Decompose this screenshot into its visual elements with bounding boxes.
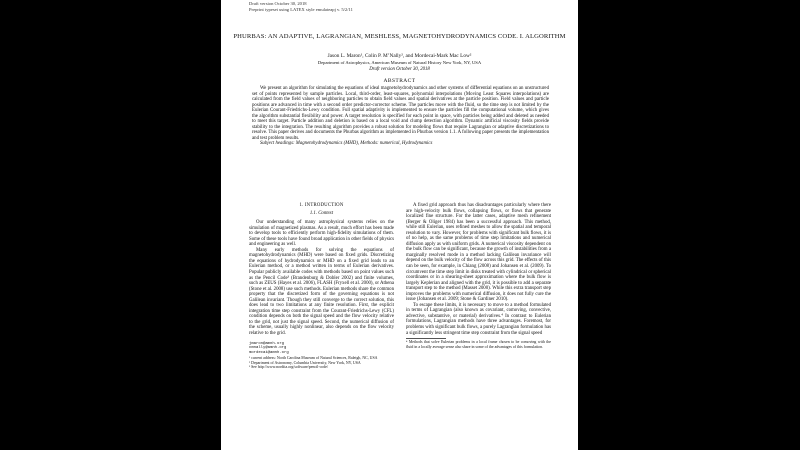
draft-date: Draft version October 30, 2018 bbox=[369, 67, 430, 72]
section-heading: 1. INTRODUCTION bbox=[299, 203, 344, 208]
paper-page bbox=[221, 0, 578, 450]
affiliation: Department of Astrophysics, American Museum of Natural History New York, NY, USA bbox=[317, 60, 482, 65]
right-column bbox=[406, 203, 551, 350]
paper-title: PHURBAS: AN ADAPTIVE, LAGRANGIAN, MESHLESS, MAGNETOHYDRODYNAMICS CODE. I. ALGORITHM bbox=[233, 33, 566, 40]
intro-paragraph-2: Many early methods for solving the equations of magnetohydrodynamics (MHD) were based on fixed grids. Discretizing the equations of hydrodynamics or MHD on a fixed grid leads to an Eulerian method, or a method written in terms of Eulerian derivatives. Popular publicly available codes with methods based on point values such as the Pencil Code³ (Brandenburg & Dobler 2002) and finite volumes, such as ZEUS (Hayes et al. 2006), FLASH (Fryxell et al. 2000), or Athena (Stone et al. 2008) use such methods. Eulerian methods share the common property that the discretized form of the governing equations is not Galilean invariant. Though they still converge to the correct solution, this does lead to two limitations at any finite resolution. First, the explicit integration time step constraint from the Courant-Friedrichs-Lewy (CFL) condition depends on both the signal speed and the flow velocity relative to the grid, not just the signal speed. Second, the numerical diffusion of the scheme, usually highly nonlinear, also depends on the flow velocity relative to the grid. bbox=[249, 247, 394, 337]
intro-paragraph-1: Our understanding of many astrophysical systems relies on the simulation of magnetized plasmas. As a result, much effort has been made to develop tools to efficiently perform high-fidelity simulations of them. Some of these tools have found broad application in other fields of physics and engineering as well. bbox=[249, 220, 395, 248]
body-paragraph-2: To escape these limits, it is necessary to move to a method formulated in terms of Lagrangian (also known as covariant, comoving, convective, advective, substantive, or material) derivatives.⁴ In contrast to Eulerian formulations, Lagrangian methods have three advantages. Foremost, for problems with significant bulk flows, a purely Lagrangian formulation has a significantly less stringent time step constraint from the signal speed bbox=[406, 302, 551, 336]
draft-version-header: Draft version October 30, 2018 bbox=[249, 1, 307, 6]
left-column bbox=[249, 203, 394, 370]
subsection-heading: 1.1. Context bbox=[309, 210, 334, 216]
abstract-heading: ABSTRACT bbox=[383, 78, 416, 84]
footnote-3: ³ See http://www.nordita.org/software/pencil-code/ bbox=[249, 365, 329, 370]
footnote-2: ² Department of Astronomy, Columbia University, New York, NY, USA bbox=[249, 360, 361, 365]
author-list: Jason L. Maron¹, Colin P. M’Nally², and Mordecai-Mark Mac Low² bbox=[327, 53, 472, 59]
body-paragraph-1: A fixed grid approach thus has disadvantages particularly where there are high-velocity bulk flows, collapsing flows, or flows that generate localized fine structure. For the latter cases, adaptive mesh refinement (Berger & Oliger 1984) has been a successful approach. This method, while still Eulerian, uses refined meshes to allow the spatial and temporal resolution to vary. However, for problems with significant bulk flows, it is of no help, as the same problems of time step limitations and numerical diffusion apply as with uniform grids. A numerical viscosity dependent on the bulk flow can be significant, because the growth of instabilities from a marginally resolved mode in a method lacking Galilean invariance will depend on the bulk velocity of the flow across this grid. The effects of this can be seen, for example, in Chiang (2008) and Johansen et al. (2009). To circumvent the time step limit in disks treated with cylindrical or spherical coordinates or in a shearing-sheet approximation where the bulk flow is largely Keplerian and aligned with the grid, it is possible to add a separate transport step to the method (Masset 2000). While this extra transport step improves the problems with numerical diffusion, it does not fully cure the issue (Johansen et al. 2009; Stone & Gardiner 2010). bbox=[406, 203, 551, 303]
email-3: mordecai@amnh.org bbox=[249, 351, 289, 356]
footnote-1: ¹ current address: North Carolina Museum of Natural Sciences, Raleigh, NC, USA bbox=[249, 355, 378, 360]
email-2: cmnally@amnh.org bbox=[249, 346, 287, 351]
subject-headings: Subject headings: Magnetohydrodynamics (MHD), Methods: numerical, Hydrodynamics bbox=[260, 141, 433, 147]
abstract-text: We present an algorithm for simulating the equations of ideal magnetohydrodynamics and other systems of differential equations on an unstructured set of points represented by sample particles. Local, third-order, least-squares, polynomial interpolations (Moving Least Squares interpolations) are calculated from the field values of neighboring particles to obtain field values and spatial derivatives at the particle position. Field values and particle positions are advanced in time with a second order predictor-corrector scheme. The particles move with the fluid, so the time step is not limited by the Eulerian Courant-Friedrichs-Lewy condition. Full spatial adaptivity is implemented to ensure the particles fill the computational volume, which gives the algorithm substantial flexibility and power. A target resolution is specified for each point in space, with particles being added and deleted as needed to meet this target. Particle addition and deletion is based on a local void and clump detection algorithm. Dynamic artificial viscosity fields provide stability to the integration. The resulting algorithm provides a robust solution for modeling flows that require Lagrangian or adaptive discretizations to resolve. This paper derives and documents the Phurbas algorithm as implemented in Phurbas version 1.1. A following paper presents the implementation and test problem results. bbox=[252, 86, 549, 141]
email-1: jmaron@amnh.org bbox=[249, 341, 285, 346]
footnote-divider bbox=[406, 338, 446, 339]
preprint-header: Preprint typeset using LATEX style emulateapj v. 5/2/11 bbox=[249, 7, 353, 12]
footnote-4: ⁴ Methods that solve Eulerian problems in a local frame chosen to be comoving with the fluid in a locally average sense also share in some of the advantages of this formulation. bbox=[406, 340, 551, 349]
abstract-body bbox=[252, 86, 549, 147]
email-list bbox=[249, 342, 394, 356]
